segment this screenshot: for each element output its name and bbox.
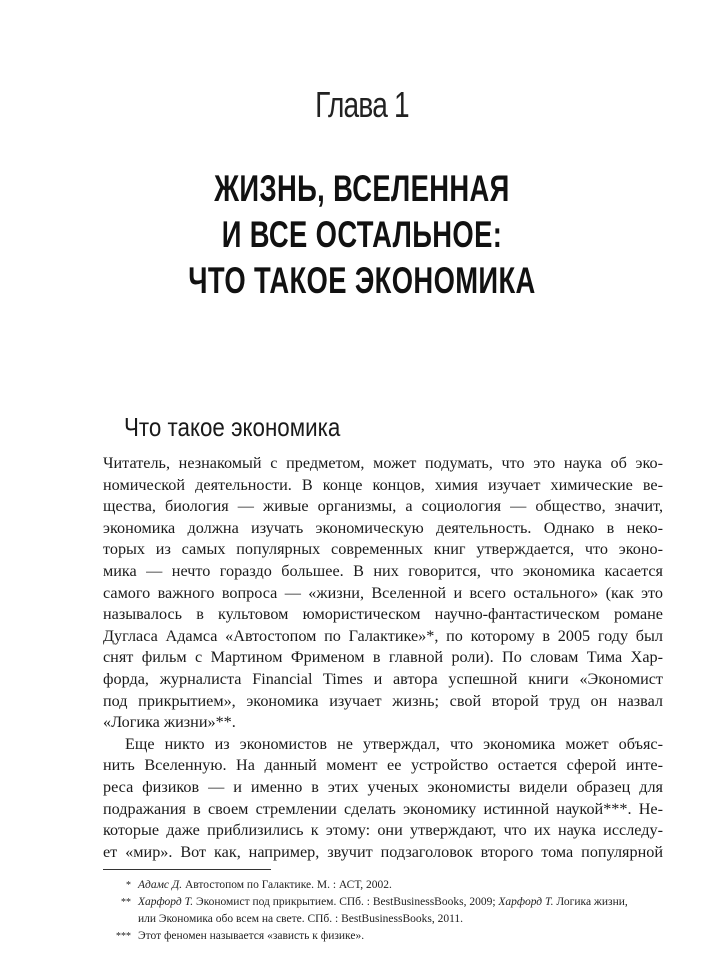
footnote-text: Логика жизни, <box>553 896 628 908</box>
text-line: экономика должна изучать экономическую деятельность. Однако в неко- <box>103 518 663 537</box>
footnote-author: Харфорд Т. <box>498 896 554 908</box>
text-line: мика — нечто гораздо большее. В них говорится, что экономика касается <box>103 561 663 580</box>
text-line: называлось в культовом юмористическом научно-фантастическом романе <box>103 605 663 624</box>
text-line: ет «мир». Вот как, например, звучит подзаголовок второго тома популярной <box>103 842 663 861</box>
footnote-divider <box>103 869 271 870</box>
footnotes <box>103 877 663 945</box>
text-line: под прикрытием», экономика изучает жизнь; свой второй труд он назвал <box>103 691 663 710</box>
chapter-title-line: И ВСЕ ОСТАЛЬНОЕ: <box>221 214 503 255</box>
section-heading: Что такое экономика <box>124 412 341 442</box>
text-line: Еще никто из экономистов не утверждал, что экономика может объяс- <box>125 734 663 753</box>
chapter-title-line: ЖИЗНЬ, ВСЕЛЕННАЯ <box>214 168 510 209</box>
text-line: номической деятельности. В конце концов, химия изучает химические ве- <box>103 475 663 494</box>
text-line: Читатель, незнакомый с предметом, может подумать, что это наука об эко- <box>103 454 663 472</box>
footnote-mark: *** <box>116 931 131 942</box>
chapter-label: Глава 1 <box>315 84 409 125</box>
text-line: щества, биология — живые организмы, а социология — общество, значит, <box>103 497 663 516</box>
text-line: торых из самых популярных современных книг утверждается, что эконо- <box>103 540 663 559</box>
text-line: реса физиков — и именно в этих ученых экономисты видели образец для <box>103 777 663 796</box>
footnote-mark: ** <box>121 897 131 908</box>
footnote-text: Автостопом по Галактике. М. : АСТ, 2002. <box>182 879 392 891</box>
footnote <box>103 894 663 911</box>
footnote-text: Экономист под прикрытием. СПб. : BestBusinessBooks, 2009; <box>193 896 499 908</box>
footnote <box>103 928 663 945</box>
footnote-author: Адамс Д. <box>138 879 183 891</box>
chapter-title <box>94 166 630 304</box>
footnote-continuation <box>103 911 663 928</box>
footnote <box>103 877 663 894</box>
text-line: которые даже приблизились к этому: они утверждают, что их наука исследу- <box>103 821 663 840</box>
text-line: форда, журналиста Financial Times и автора успешной книги «Экономист <box>103 669 663 688</box>
text-line: нить Вселенную. На данный момент ее устройство остается сферой инте- <box>103 756 663 775</box>
chapter-title-line: ЧТО ТАКОЕ ЭКОНОМИКА <box>188 260 536 301</box>
footnote-text: или Экономика обо всем на свете. СПб. : BestBusinessBooks, 2011. <box>138 913 464 925</box>
text-line: подражания в своем стремлении сделать экономику истинной наукой***. Не- <box>103 799 663 818</box>
text-line: самого важного вопроса — «жизни, Вселенной и всего остального» (как это <box>103 583 663 602</box>
footnote-author: Харфорд Т. <box>138 896 194 908</box>
text-line: «Логика жизни»**. <box>103 713 236 732</box>
text-line: снят фильм с Мартином Фрименом в главной роли). По словам Тима Хар- <box>103 648 663 667</box>
text-line: Дугласа Адамса «Автостопом по Галактике»*, по которому в 2005 году был <box>103 626 663 645</box>
footnote-text: Этот феномен называется «зависть к физике». <box>138 930 365 942</box>
body-text <box>103 453 663 863</box>
footnote-mark: * <box>126 880 131 891</box>
